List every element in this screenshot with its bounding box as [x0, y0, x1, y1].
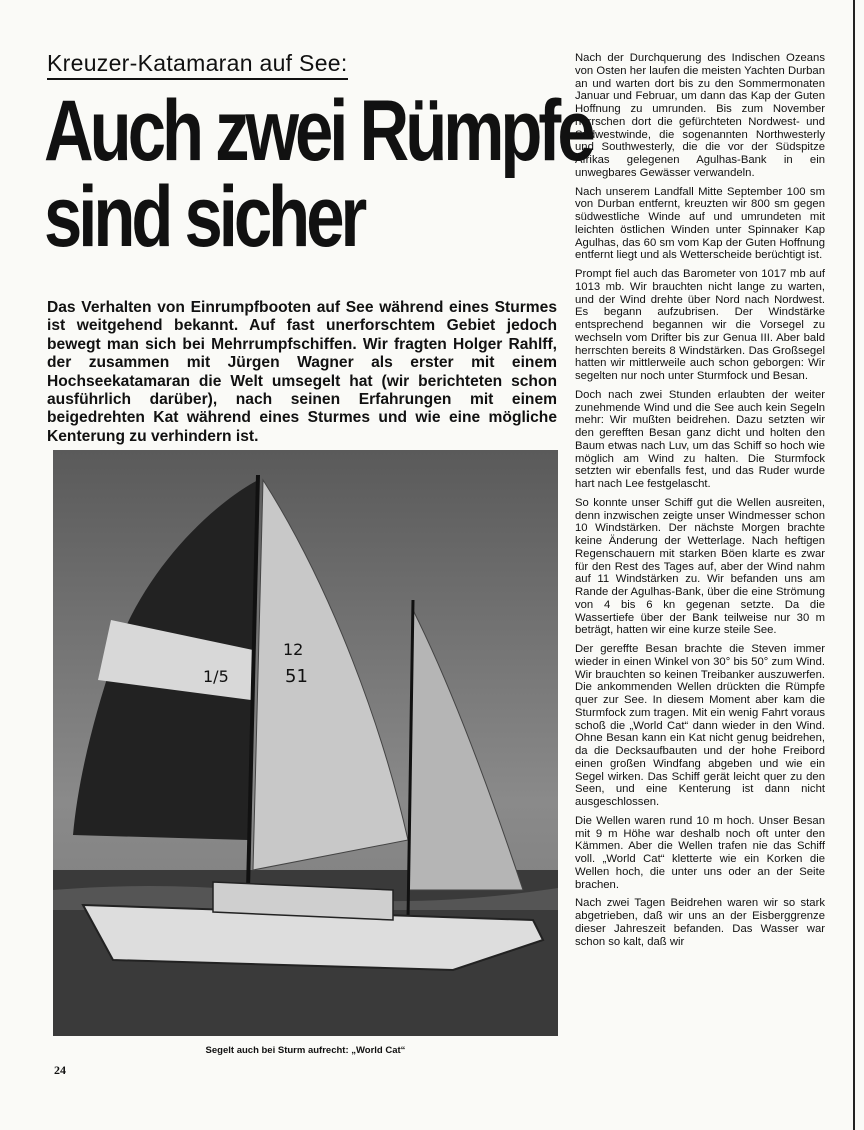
photo-caption: Segelt auch bei Sturm aufrecht: „World Cat“ [205, 1045, 406, 1056]
sail-number-top: 12 [283, 640, 304, 659]
article-kicker: Kreuzer-Katamaran auf See: [47, 50, 348, 80]
page-edge-rule [853, 0, 855, 1130]
body-paragraph: Doch nach zwei Stunden erlaubten der weiter zunehmende Wind und die See auch kein Segeln mehr: Wir mußten beidrehen. Dazu setzten wir den gerefften Besan ganz dicht und holten den Baum etwas nach Luv, um das Schiff so hoch wie möglich am Wind zu halten. Die Sturmfock setzten wir ebenfalls fest, und das Ruder wurde hart nach Lee festgelascht. [575, 388, 825, 490]
body-column [575, 52, 825, 954]
body-paragraph: Die Wellen waren rund 10 m hoch. Unser Besan mit 9 m Höhe war deshalb noch oft unter den Kämmen. Aber die Wellen trafen nie das Schiff voll. „World Cat“ kletterte wie ein Korken die Wellen hoch, die unter uns oder an der Seite brachen. [575, 814, 825, 891]
lead-paragraph: Das Verhalten von Einrumpfbooten auf See während eines Sturmes ist weitgehend bekannt. Auf fast unerforschtem Gebiet jedoch bewegt man sich bei Mehrrumpfschiffen. Wir fragten Holger Rahlff, der zusammen mit Jürgen Wagner als erster mit einem Hochseekatamaran die Welt umsegelt hat (wir berichteten schon ausführlich darüber), nach seinen Erfahrungen mit einem beigedrehten Kat während eines Sturmes und wie eine mögliche Kenterung zu verhindern ist. [47, 299, 557, 445]
page-number: 24 [54, 1063, 66, 1077]
sail-number-bottom: 51 [285, 666, 308, 687]
sail-number-left: 1/5 [203, 667, 229, 686]
body-paragraph: Prompt fiel auch das Barometer von 1017 mb auf 1013 mb. Wir brauchten nicht lange zu warten, und der Wind drehte über Nord nach Nordwest. Es begann aufzubrisen. Der Windstärke entsprechend begannen wir die Vorsegel zu wechseln vom Drifter bis zur Genua III. Aber bald herrschten bereits 8 Windstärken. Das Großsegel hatten wir mittlerweile auch schon geborgen: Wir segelten nur noch unter Sturmfock und Besan. [575, 268, 825, 382]
body-paragraph: So konnte unser Schiff gut die Wellen ausreiten, denn inzwischen zeigte unser Windmesser schon 10 Windstärken. Der nächste Morgen brachte keine Änderung der Wetterlage. Nach heftigen Regenschauern mit starken Böen klarte es zwar für den Rest des Tages auf, aber der Wind nahm auf 11 Windstärken zu. Wir befanden uns am Rande der Agulhas-Bank, über die eine Strömung von 4 bis 6 kn gegenan setzte. Da die Wassertiefe über der Bank teilweise nur 30 m beträgt, hatten wir eine kurze steile See. [575, 496, 825, 637]
catamaran-photo [53, 450, 558, 1036]
headline-line-1: Auch zwei Rümpfe [44, 83, 592, 179]
catamaran-illustration [53, 450, 558, 1036]
body-paragraph: Nach zwei Tagen Beidrehen waren wir so stark abgetrieben, daß wir uns an der Eisberggrenze dieser Jahreszeit befanden. Das Wasser war schon so kalt, daß wir [575, 897, 825, 948]
body-paragraph: Der gereffte Besan brachte die Steven immer wieder in einen Winkel von 30° bis 50° zum Wind. Wir brauchten so keinen Treibanker auszuwerfen. Die ankommenden Wellen drückten die Rümpfe quer zur See. In diesem Moment aber kam die Sturmfock zum tragen. Mit ein wenig Fahrt voraus schoß die „World Cat“ dann wieder in den Wind. Ohne Besan kann ein Kat nicht genug beidrehen, da die Decksaufbauten und der hohe Freibord einen großen Windfang abgeben und wie ein Segel wirken. Das Schiff gerät leicht quer zu den Seen, und eine Kenterung ist dann nicht ausgeschlossen. [575, 643, 825, 808]
body-paragraph: Nach der Durchquerung des Indischen Ozeans von Osten her laufen die meisten Yachten Durban an und warten dort bis zu den Sommermonaten Januar und Februar, um dann das Kap der Guten Hoffnung zu umrunden. Bis zum November herrschen dort die gefürchteten Nordwest- und Südwestwinde, die sogenannten Northwesterly und Southwesterly, die die vor der Südspitze Afrikas gelegenen Agulhas-Bank in ein unwegbares Gewässer verwandeln. [575, 52, 825, 179]
headline-line-2: sind sicher [44, 169, 364, 265]
article-headline [44, 83, 592, 265]
body-paragraph: Nach unserem Landfall Mitte September 100 sm von Durban entfernt, kreuzten wir 800 sm gegen südwestliche Winde auf und umrundeten mit leichten östlichen Winden unter Spinnaker Kap Agulhas, das 60 sm vom Kap der Guten Hoffnung entfernt liegt und als Wetterscheide berüchtigt ist. [575, 185, 825, 262]
